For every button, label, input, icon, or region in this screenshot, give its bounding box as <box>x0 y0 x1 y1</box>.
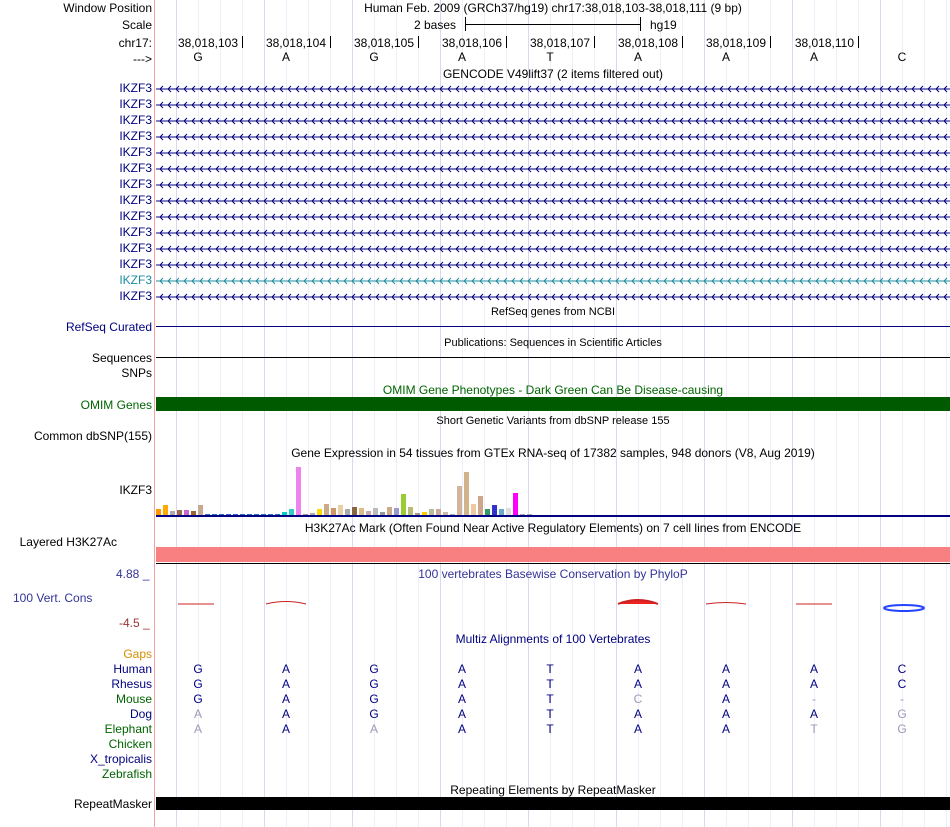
gtex-track-title: Gene Expression in 54 tissues from GTEx RNA-seq of 17382 samples, 948 donors (V8, Aug 2019) <box>291 446 815 460</box>
gencode-transcript[interactable] <box>156 291 950 301</box>
coordinate-tick <box>770 36 771 48</box>
multiz-base: A <box>457 722 466 736</box>
gencode-transcript[interactable] <box>156 179 950 189</box>
h3k27ac-track-title: H3K27Ac Mark (Often Found Near Active Regulatory Elements) on 7 cell lines from ENCODE <box>304 521 802 535</box>
multiz-base: A <box>809 677 818 691</box>
coordinate-tick-label: 38,018,109 <box>705 36 766 50</box>
gtex-tissue-bar[interactable] <box>387 507 392 515</box>
coordinate-tick <box>506 36 507 48</box>
coordinate-tick-label: 38,018,104 <box>265 36 326 50</box>
h3k27ac-signal-bar[interactable] <box>156 547 950 562</box>
multiz-base: A <box>633 677 642 691</box>
gtex-tissue-bar[interactable] <box>373 508 378 515</box>
refseq-track-title: RefSeq genes from NCBI <box>490 306 616 318</box>
phylop-red-marks <box>178 600 832 604</box>
multiz-base: T <box>546 662 554 676</box>
chrom-label: chr17: <box>118 36 152 50</box>
multiz-base: A <box>281 722 290 736</box>
base-letter: C <box>897 50 907 64</box>
snps-track-label[interactable]: SNPs <box>121 366 152 380</box>
dbsnp-track-title: Short Genetic Variants from dbSNP release 155 <box>436 415 670 427</box>
gencode-transcript[interactable] <box>156 83 950 93</box>
dbsnp-track-label[interactable]: Common dbSNP(155) <box>33 429 152 443</box>
publications-track-title: Publications: Sequences in Scientific Articles <box>444 337 662 349</box>
multiz-species-label[interactable]: Zebrafish <box>101 767 152 781</box>
multiz-base: C <box>633 692 643 706</box>
browser-title: Human Feb. 2009 (GRCh37/hg19) chr17:38,018,103-38,018,111 (9 bp) <box>364 1 742 15</box>
gtex-tissue-bar[interactable] <box>408 507 413 515</box>
gtex-tissue-bar[interactable] <box>163 505 168 515</box>
gtex-tissue-bar[interactable] <box>506 508 511 515</box>
scale-label: Scale <box>121 18 152 32</box>
gencode-transcript[interactable] <box>156 147 950 157</box>
gencode-gene-label[interactable]: IKZF3 <box>119 97 152 111</box>
multiz-base: A <box>633 722 642 736</box>
base-letter: G <box>369 50 379 64</box>
coordinate-tick-label: 38,018,108 <box>617 36 678 50</box>
multiz-base: G <box>897 707 907 721</box>
coordinate-tick-label: 38,018,106 <box>441 36 502 50</box>
gencode-gene-label[interactable]: IKZF3 <box>119 241 152 255</box>
base-letter: G <box>193 50 203 64</box>
transcript-arrows <box>156 292 950 302</box>
multiz-base: G <box>193 692 203 706</box>
multiz-base: G <box>193 677 203 691</box>
multiz-species-label[interactable]: Dog <box>129 707 152 721</box>
repeatmasker-bar[interactable] <box>156 797 950 810</box>
refseq-track-label[interactable]: RefSeq Curated <box>65 320 152 334</box>
gencode-transcript[interactable] <box>156 211 950 221</box>
gencode-transcript[interactable] <box>156 195 950 205</box>
multiz-base: A <box>193 722 202 736</box>
gencode-track-title: GENCODE V49lift37 (2 items filtered out) <box>442 67 664 81</box>
multiz-species-label[interactable]: Chicken <box>108 737 152 751</box>
h3k27ac-baseline <box>156 563 950 564</box>
phylop-track-label[interactable]: 100 Vert. Cons <box>13 591 93 605</box>
multiz-base: G <box>369 707 379 721</box>
h3k27ac-track-label[interactable]: Layered H3K27Ac <box>19 535 117 549</box>
transcript-arrows <box>156 228 950 238</box>
multiz-base: A <box>721 692 730 706</box>
gtex-tissue-bar[interactable] <box>464 472 469 515</box>
repeatmasker-track-title: Repeating Elements by RepeatMasker <box>450 783 656 797</box>
multiz-species-label[interactable]: Rhesus <box>111 677 152 691</box>
transcript-arrows <box>156 212 950 222</box>
phylop-blue-mark <box>884 605 924 611</box>
gencode-gene-label[interactable]: IKZF3 <box>119 273 152 287</box>
multiz-base: G <box>369 677 379 691</box>
multiz-base: A <box>281 677 290 691</box>
gencode-transcript[interactable] <box>156 227 950 237</box>
multiz-base: A <box>457 677 466 691</box>
gtex-bar-chart[interactable] <box>156 460 950 516</box>
transcript-arrows <box>156 116 950 126</box>
multiz-base: A <box>633 662 642 676</box>
gtex-tissue-bar[interactable] <box>352 507 357 515</box>
phylop-signal[interactable] <box>156 592 950 622</box>
publications-line[interactable] <box>156 357 950 358</box>
transcript-arrows <box>156 260 950 270</box>
gencode-transcript[interactable] <box>156 115 950 125</box>
multiz-base: A <box>721 662 730 676</box>
coordinate-tick <box>858 36 859 48</box>
gencode-gene-label[interactable]: IKZF3 <box>119 177 152 191</box>
gtex-tissue-bar[interactable] <box>296 467 301 515</box>
transcript-arrows <box>156 244 950 254</box>
multiz-base: T <box>546 692 554 706</box>
multiz-base: T <box>546 722 554 736</box>
gtex-tissue-bar[interactable] <box>394 508 399 515</box>
phylop-min-label: -4.5 _ <box>119 616 150 630</box>
coordinate-tick <box>330 36 331 48</box>
coordinate-tick <box>594 36 595 48</box>
gtex-tissue-bar[interactable] <box>331 508 336 515</box>
transcript-arrows <box>156 196 950 206</box>
gencode-transcript[interactable] <box>156 131 950 141</box>
multiz-base: A <box>193 707 202 721</box>
multiz-gaps-label: Gaps <box>123 647 152 661</box>
gencode-transcript[interactable] <box>156 163 950 173</box>
multiz-base: G <box>369 662 379 676</box>
multiz-species-label[interactable]: X_tropicalis <box>89 752 152 766</box>
multiz-base: A <box>721 677 730 691</box>
multiz-species-label[interactable]: Elephant <box>104 722 152 736</box>
gtex-tissue-bar[interactable] <box>324 504 329 515</box>
coordinate-tick-label: 38,018,103 <box>177 36 238 50</box>
multiz-species-label[interactable]: Human <box>113 662 152 676</box>
base-letter: A <box>633 50 642 64</box>
repeatmasker-track-label[interactable]: RepeatMasker <box>73 797 152 811</box>
phylop-track-title: 100 vertebrates Basewise Conservation by PhyloP <box>418 567 688 581</box>
gtex-tissue-bar[interactable] <box>401 494 406 515</box>
transcript-arrows <box>156 276 950 286</box>
omim-gene-bar[interactable] <box>156 397 950 411</box>
multiz-base: A <box>721 707 730 721</box>
multiz-base: - <box>900 692 904 706</box>
multiz-base: C <box>897 662 907 676</box>
multiz-base: A <box>281 707 290 721</box>
scale-bar <box>465 24 641 25</box>
left-border-line <box>154 0 155 827</box>
publications-track-label[interactable]: Sequences <box>91 351 152 365</box>
gtex-tissue-bar[interactable] <box>492 505 497 515</box>
gencode-gene-label[interactable]: IKZF3 <box>119 209 152 223</box>
refseq-line[interactable] <box>156 326 950 327</box>
gencode-transcript[interactable] <box>156 259 950 269</box>
transcript-arrows <box>156 164 950 174</box>
multiz-base: A <box>457 707 466 721</box>
window-position-label: Window Position <box>63 1 152 15</box>
transcript-arrows <box>156 84 950 94</box>
coordinate-tick-label: 38,018,110 <box>794 36 854 50</box>
coordinate-tick <box>242 36 243 48</box>
multiz-base: A <box>633 707 642 721</box>
multiz-base: C <box>897 677 907 691</box>
gencode-gene-label[interactable]: IKZF3 <box>119 257 152 271</box>
gencode-transcript[interactable] <box>156 243 950 253</box>
coordinate-tick <box>418 36 419 48</box>
gencode-gene-label[interactable]: IKZF3 <box>119 161 152 175</box>
gtex-tissue-bar[interactable] <box>513 493 518 515</box>
base-letter: A <box>457 50 466 64</box>
gtex-tissue-bar[interactable] <box>471 504 476 515</box>
assembly-label: hg19 <box>650 18 677 32</box>
base-letter: A <box>721 50 730 64</box>
gencode-transcript[interactable] <box>156 99 950 109</box>
scale-text: 2 bases <box>414 18 457 32</box>
transcript-arrows <box>156 132 950 142</box>
base-letter: A <box>281 50 290 64</box>
multiz-base: T <box>810 722 818 736</box>
multiz-base: G <box>897 722 907 736</box>
multiz-track-title: Multiz Alignments of 100 Vertebrates <box>455 632 651 646</box>
base-letter: A <box>809 50 818 64</box>
coordinate-tick-label: 38,018,107 <box>529 36 590 50</box>
multiz-base: G <box>369 692 379 706</box>
gencode-gene-label[interactable]: IKZF3 <box>119 289 152 303</box>
transcript-arrows <box>156 100 950 110</box>
multiz-base: A <box>281 662 290 676</box>
omim-track-label[interactable]: OMIM Genes <box>80 398 152 412</box>
gtex-track-label[interactable]: IKZF3 <box>119 483 152 497</box>
gencode-gene-label[interactable]: IKZF3 <box>119 129 152 143</box>
scale-bar-right-tick <box>640 17 641 31</box>
gencode-gene-label[interactable]: IKZF3 <box>119 225 152 239</box>
transcript-arrows <box>156 148 950 158</box>
multiz-base: A <box>457 692 466 706</box>
multiz-base: - <box>812 692 816 706</box>
multiz-base: A <box>281 692 290 706</box>
multiz-base: G <box>193 662 203 676</box>
multiz-base: A <box>369 722 378 736</box>
transcript-arrows <box>156 180 950 190</box>
base-letter: T <box>546 50 554 64</box>
coordinate-tick <box>682 36 683 48</box>
strand-label: ---> <box>133 52 152 66</box>
multiz-base: T <box>546 677 554 691</box>
multiz-base: A <box>809 662 818 676</box>
gtex-baseline <box>156 515 950 517</box>
gencode-gene-label[interactable]: IKZF3 <box>119 113 152 127</box>
coordinate-tick-label: 38,018,105 <box>353 36 414 50</box>
gtex-tissue-bar[interactable] <box>198 505 203 515</box>
phylop-max-label: 4.88 _ <box>116 567 150 581</box>
gencode-gene-label[interactable]: IKZF3 <box>119 145 152 159</box>
gtex-tissue-bar[interactable] <box>457 486 462 515</box>
gtex-tissue-bar[interactable] <box>478 496 483 515</box>
gencode-gene-label[interactable]: IKZF3 <box>119 193 152 207</box>
multiz-base: T <box>546 707 554 721</box>
multiz-base: A <box>809 707 818 721</box>
multiz-base: A <box>721 722 730 736</box>
gencode-transcript[interactable] <box>156 275 950 285</box>
gencode-gene-label[interactable]: IKZF3 <box>119 81 152 95</box>
gtex-tissue-bar[interactable] <box>338 505 343 515</box>
omim-track-title: OMIM Gene Phenotypes - Dark Green Can Be Disease-causing <box>382 383 724 397</box>
scale-bar-left-tick <box>465 17 466 31</box>
multiz-species-label[interactable]: Mouse <box>115 692 152 706</box>
gtex-tissue-bar[interactable] <box>359 508 364 515</box>
multiz-base: A <box>457 662 466 676</box>
